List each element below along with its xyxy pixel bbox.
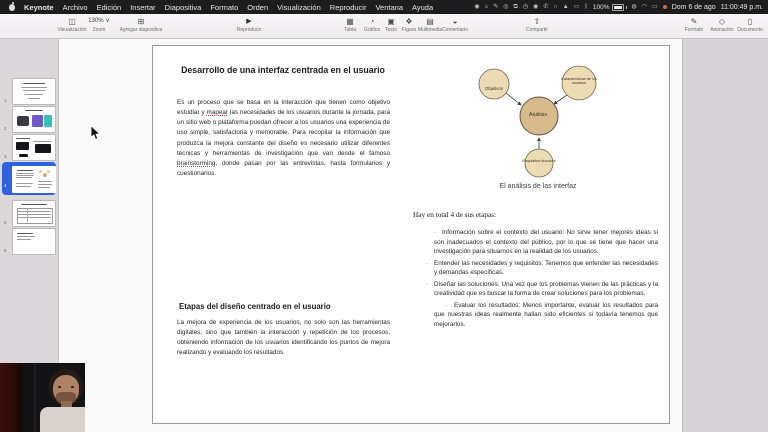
node-label-caracteristicas: Características de los usuarios <box>561 77 597 86</box>
chart-icon: ◔ <box>369 17 375 26</box>
phone-icon[interactable]: ✆ <box>543 4 549 10</box>
view-icon: ◫ <box>68 17 76 26</box>
table-icon: ▦ <box>346 17 354 26</box>
menu-archivo[interactable]: Archivo <box>62 2 88 12</box>
stages-intro-text[interactable]: Hay en total 4 de sus etapas: <box>413 210 497 219</box>
pencil-icon[interactable]: ✎ <box>493 4 499 10</box>
zoom-value: 130% <box>88 18 104 24</box>
comment-button[interactable]: ◒ Comentario <box>442 17 468 33</box>
battery-indicator[interactable] <box>593 4 627 11</box>
media-button[interactable]: ▤ Multimedia <box>417 17 443 33</box>
play-button[interactable]: ▶ Reproducir <box>236 18 262 33</box>
comment-icon: ◒ <box>452 17 458 26</box>
slide-thumbnail-5[interactable]: 5 <box>0 200 58 226</box>
stages-paragraph[interactable]: La mejora de experiencia de los usuarios, no solo son las herramientas digitales, sino que también la interacción y repetición de los procesos, obteniendo información de los usuarios identificando los puntos de mejora realizando y evaluando los resultados. <box>177 319 390 357</box>
menu-keynote[interactable]: Keynote <box>24 2 54 12</box>
bullet-dot: · <box>446 301 449 309</box>
display-icon[interactable]: ▭ <box>573 4 580 10</box>
add-slide-button[interactable]: ⊞ Agregar diapositiva <box>119 17 163 33</box>
menu-orden[interactable]: Orden <box>247 2 269 12</box>
arrow-caracteristicas <box>554 95 567 104</box>
battery-icon <box>612 4 624 11</box>
view-button[interactable]: ◫ Visualización <box>57 17 87 33</box>
bullet-item: · Entender las necesidades y requisitos: Tenemos que entender las necesidades y demandas específicas. <box>426 259 658 277</box>
bullet-item: · Información sobre el contexto del usuario: No sirve tener mejores ideas si son inadecuados el contexto del público, por lo que se tiene que hacer una investigación para situarnos en la realidad de los usuarios. <box>425 228 658 257</box>
menu-reproducir[interactable]: Reproducir <box>329 2 367 12</box>
arrow-objetivos <box>506 93 521 105</box>
clock-icon[interactable]: ◷ <box>522 4 529 10</box>
battery-percent: 100% <box>592 3 610 11</box>
current-slide[interactable] <box>152 45 670 424</box>
menu-edicion[interactable]: Edición <box>96 2 122 12</box>
slide-thumbnail-4-selected[interactable]: 4 <box>0 166 58 192</box>
shape-icon: ❖ <box>405 17 413 26</box>
format-brush-icon: ✎ <box>690 17 698 26</box>
paragraph-text: las necesidades de los usuarios durante la jornada, para un sitio web o plataforma puedan ofrecer a los usuarios una experiencia de uso simple, satisfactoria y memorable. Para recopilar la información que produzca la mejora constante del diseño es necesario utilizar diferentes técnicas y herramientas de investigación que van desde el famoso <box>177 109 391 157</box>
menu-insertar[interactable]: Insertar <box>130 2 156 12</box>
shape-button[interactable]: ❖ Figura <box>401 17 417 33</box>
slide-title[interactable]: Desarrollo de una interfaz centrada en el usuario <box>181 65 385 75</box>
bullet-item: · Diseñar las soluciones: Una vez que los problemas vienen de las prácticas y la creatividad que es buscar la forma de crear soluciones para los problemas. <box>426 280 658 298</box>
eject-icon[interactable]: ▲ <box>562 4 569 10</box>
language-icon[interactable]: ◍ <box>631 4 637 10</box>
format-button[interactable]: ✎ Formato <box>684 17 704 33</box>
apple-menu-icon[interactable] <box>9 4 15 11</box>
menu-ayuda[interactable]: Ayuda <box>412 2 434 12</box>
menu-bar-date[interactable]: Dom 6 de ago <box>671 3 716 11</box>
menu-diapositiva[interactable]: Diapositiva <box>164 2 202 12</box>
webcam-overlay <box>0 363 85 432</box>
keynote-toolbar <box>0 14 768 39</box>
chart-button[interactable]: ◔ Gráfica <box>363 17 381 33</box>
diagram-caption[interactable]: El análisis de las interfaz <box>499 183 577 190</box>
zoom-control[interactable]: 130% ∨ Zoom <box>88 18 110 33</box>
animate-icon: ◇ <box>718 17 726 26</box>
play-icon: ▶ <box>246 18 252 25</box>
menu-formato[interactable]: Formato <box>210 2 239 12</box>
windows-icon[interactable]: ⧉ <box>513 4 518 10</box>
paragraph-text: Es un proceso que se basa en la interacción que tienen como objetivo estudiar y <box>177 99 390 117</box>
slide-thumbnail-2[interactable]: 2 <box>0 106 58 132</box>
misspelled-word-mapear: mapear <box>206 109 229 117</box>
document-button[interactable]: ▯ Documento <box>737 17 763 33</box>
slide-thumbnail-1[interactable]: 1 <box>0 78 58 104</box>
bullet-dot: · <box>434 229 437 236</box>
share-button[interactable]: ⇧ Compartir <box>526 17 548 33</box>
add-slide-icon: ⊞ <box>137 17 145 26</box>
camera-icon[interactable]: ◉ <box>533 4 539 10</box>
macos-menu-bar <box>0 0 768 14</box>
menu-ventana[interactable]: Ventana <box>375 2 403 12</box>
home-icon[interactable]: ⌂ <box>484 4 489 10</box>
chevron-down-icon: ∨ <box>105 18 110 24</box>
bullet-dot: · <box>426 259 429 267</box>
text-button[interactable]: ▣ Texto <box>385 17 397 33</box>
screen-record-icon[interactable]: ◉ <box>474 4 480 10</box>
menu-bar-time[interactable]: 11:00:49 p.m. <box>720 3 763 11</box>
node-objetivos[interactable] <box>479 69 509 99</box>
paragraph-text: , donde pasan por las entrevistas, hasta formularios y cuestionarios. <box>177 159 390 177</box>
misspelled-word-brainstorming: brainstorming <box>177 159 216 167</box>
text-icon: ▣ <box>387 17 395 26</box>
bullet-item: · Evaluar los resultados: Menos importante, evaluar los resultados para que nuestras ideas realmente hallan sido eficientes si todavía tenemos que mejorarlos. <box>425 301 658 330</box>
menu-visualizacion[interactable]: Visualización <box>277 2 321 12</box>
node-label-requisitos: Requisitos técnicos <box>522 158 556 163</box>
wifi-icon[interactable]: ◠ <box>641 4 648 10</box>
slide-thumbnail-3[interactable]: 3 <box>0 134 58 160</box>
node-label-analisis: Análisis <box>529 112 547 118</box>
intro-paragraph[interactable] <box>177 98 390 179</box>
bullet-dot: · <box>426 280 429 288</box>
stages-heading[interactable]: Etapas del diseño centrado en el usuario <box>179 302 331 311</box>
keyboard-icon[interactable]: ▭ <box>652 4 658 10</box>
controller-icon[interactable]: ◎ <box>503 4 509 10</box>
animate-button[interactable]: ◇ Animación <box>710 17 734 33</box>
share-icon: ⇧ <box>533 17 541 26</box>
mouse-cursor <box>90 125 102 141</box>
inspector-panel <box>682 38 768 432</box>
bluetooth-icon[interactable]: ᛒ <box>584 4 588 10</box>
recording-dot-icon <box>663 5 667 9</box>
headphones-icon[interactable]: ∩ <box>553 4 558 10</box>
table-button[interactable]: ▦ Tabla <box>344 17 356 33</box>
slide-thumbnail-6[interactable]: 6 <box>0 228 58 254</box>
document-icon: ▯ <box>747 17 753 26</box>
stages-bullet-list[interactable] <box>425 228 658 331</box>
node-label-objetivos: Objetivos <box>485 86 503 91</box>
media-icon: ▤ <box>426 17 434 26</box>
webcam-background <box>0 363 22 432</box>
